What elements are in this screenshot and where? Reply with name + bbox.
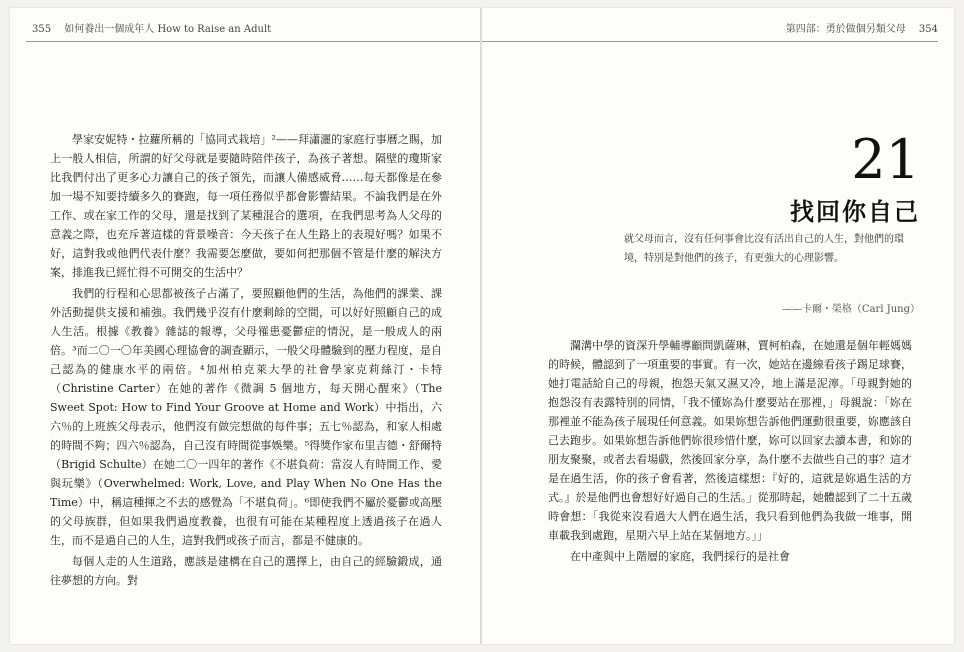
epigraph: 就父母而言，沒有任何事會比沒有活出自己的人生，對他們的環境，特別是對他們的孩子，有更強大的心理影響。 [624,234,904,264]
right-running-title: 第四部：勇於做個另類父母 [785,24,906,35]
left-header-rule [26,41,480,42]
epigraph-attribution: ——卡爾・榮格（Carl Jung） [781,304,920,315]
right-page-number: 354 [918,24,938,35]
left-page [10,8,480,644]
left-paragraph-1: 學家安妮特・拉蘿所稱的「協同式栽培」²——拜瀟灑的家庭行事曆之賜，加上一般人相信，所謂的好父母就是要隨時陪伴孩子，為孩子著想。隔壁的瓊斯家比我們付出了更多心力讓自己的孩子領先，而讓人備感威脅……每天都像是在參加一場不知要持續多久的賽跑，每一項任務似乎都會影響結果。不論我們是在外工作、或在家工作的父母，還是找到了某種混合的選項，在我們思考為人父母的意義之際，也充斥著這樣的背景噪音：今天孩子在人生路上的表現好嗎？如果不好，這對我或他們代表什麼？我需要怎麼做，要如何把那個不管是什麼的解決方案，排進我已經忙得不可開交的生活中？ [50,133,442,279]
left-running-title: 如何養出一個成年人 How to Raise an Adult [64,24,272,35]
right-running-header [786,20,938,35]
right-header-rule [482,41,938,42]
right-paragraph-1: 瀾溝中學的資深升學輔導顧問凱薩琳，賈柯柏森，在她還是個年輕媽媽的時候，體認到了一項重要的事實。有一次，她站在邊線看孩子踢足球賽，她打電話給自己的母親，抱怨天氣又濕又冷，地上滿是泥濘。「母親對她的抱怨沒有表露特別的同情，「我不懂妳為什麼要站在那裡，」母親說：「妳在那裡並不能為孩子展現任何意義。如果妳想告訴他們運動很重要，妳應該自己去跑步。如果妳想告訴他們妳很珍惜什麼，妳可以回家去讀本書，和妳的朋友聚聚，或者去看場戲，然後回家分享，為什麼不去做些自己的事？這才是在過生活，你的孩子會看著，然後這樣想：『好的，這就是妳過生活的方式。』於是他們也會想好好過自己的生活。」從那時起，她體認到了二十五歲時會想：「我從來沒看過大人們在過生活，我只看到他們為我做一堆事，開車載我到處跑，星期六早上站在某個地方。」」 [548,339,912,542]
left-body-text [50,130,442,608]
chapter-number: 21 [851,128,920,191]
right-page [482,8,954,644]
left-paragraph-3: 每個人走的人生道路，應該是建構在自己的選擇上，由自己的經驗鍛成，通往夢想的方向。對 [50,555,442,587]
left-running-header [32,20,271,35]
right-paragraph-2: 在中產與中上階層的家庭，我們採行的是社會 [570,550,790,563]
chapter-title: 找回你自己 [790,197,920,226]
right-body-text [548,336,912,622]
left-page-number: 355 [32,24,52,35]
left-paragraph-2: 我們的行程和心思都被孩子占滿了，要照顧他們的生活，為他們的課業、課外活動提供支援和補強。我們幾乎沒有什麼剩餘的空間，可以好好照顧自己的成人生活。根據《教養》雜誌的報導，父母罹患憂鬱症的情況，是一般成人的兩倍。³而二〇一〇年美國心理協會的調查顯示，一般父母體驗到的壓力程度，是自己認為的健康水平的兩倍。⁴加州柏克萊大學的社會學家克莉絲汀・卡特（Christine Carter）在她的著作《微調 5 個地方，每天開心醒來》（The Sweet Spot: How to Find Your Groove at Home and Work）中指出，六六％的上班族父母表示，他們沒有做完想做的每件事；五七％認為，和家人相處的時間不夠；四六％認為，自己沒有時間從事娛樂。⁵得獎作家布里吉德・舒爾特（Brigid Schulte）在她二〇一四年的著作《不堪負荷：當沒人有時間工作、愛與玩樂》（Overwhelmed: Work, Love, and Play When No One Has the Time）中，稱這種揮之不去的感覺為「不堪負荷」。⁶即使我們不屬於憂鬱或高壓的父母族群，但如果我們過度教養，也很有可能在某種程度上透過孩子在過人生，而不是過自己的人生，這對我們或孩子而言，都是不健康的。 [50,287,442,547]
